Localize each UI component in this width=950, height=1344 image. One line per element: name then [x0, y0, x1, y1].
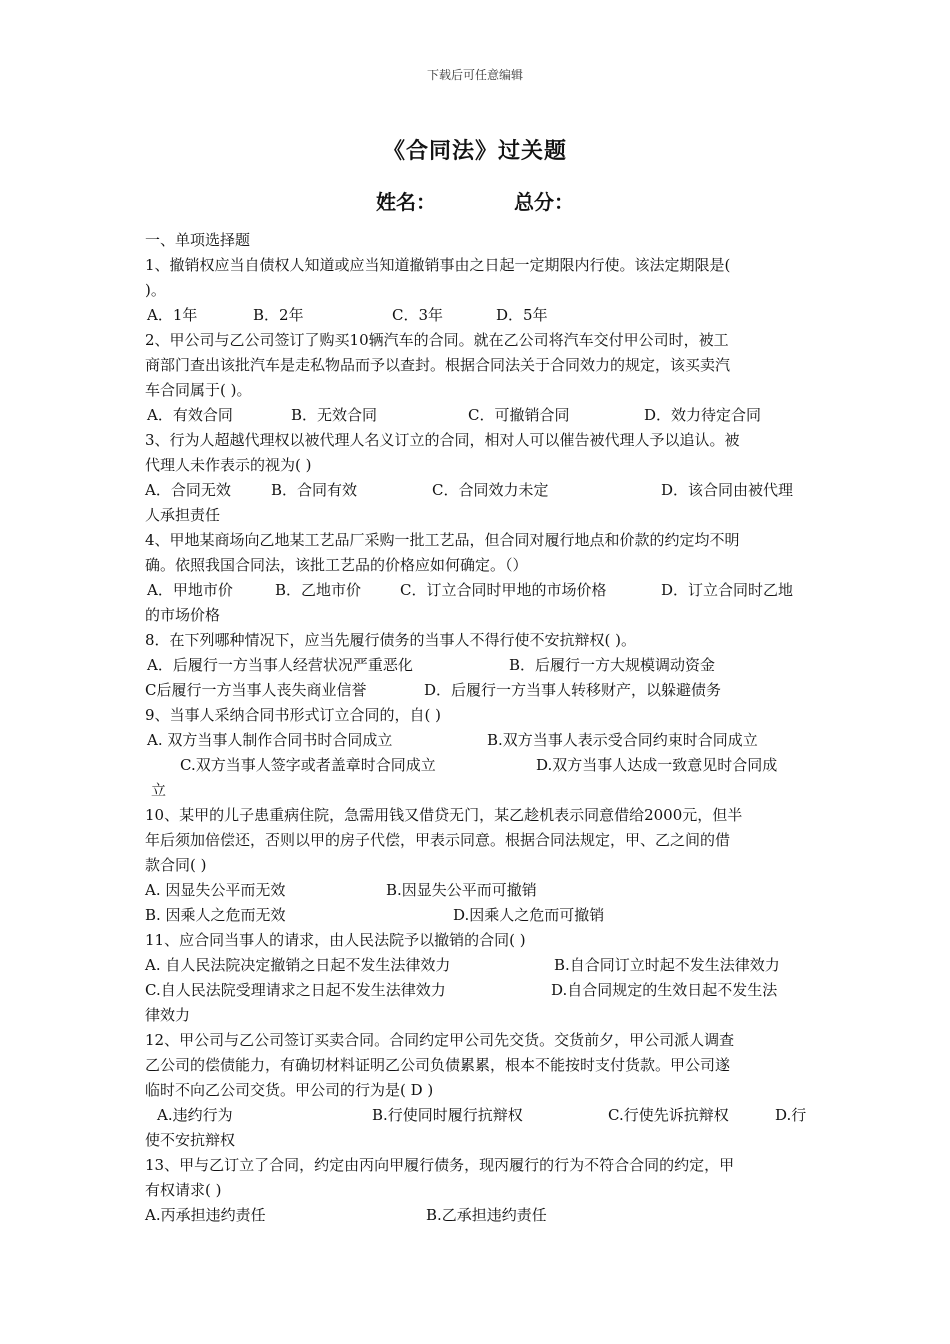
question-4-option-d-cont: 的市场价格 [145, 606, 221, 624]
question-4-text: 确。依照我国合同法，该批工艺品的价格应如何确定。（） [145, 556, 528, 574]
question-4-options [145, 578, 810, 603]
question-9-option-d-cont: 立 [151, 781, 167, 799]
option-a: A.丙承担违约责任 [145, 1206, 266, 1224]
option-d: D．该合同由被代理 [661, 481, 794, 499]
question-9-options-1 [145, 728, 810, 753]
option-a: A.违约行为 [157, 1106, 233, 1124]
option-d: D．后履行一方当事人转移财产，以躲避债务 [424, 681, 722, 699]
option-c: C后履行一方当事人丧失商业信誉 [145, 681, 367, 699]
question-3-option-d-cont: 人承担责任 [145, 506, 221, 524]
question-2-text: 商部门查出该批汽车是走私物品而予以查封。根据合同法关于合同效力的规定，该买卖汽 [145, 356, 731, 374]
question-1-options [145, 303, 810, 328]
option-d: D．5年 [496, 306, 548, 324]
question-3-text: 3、行为人超越代理权以被代理人名义订立的合同，相对人可以催告被代理人予以追认。被 [145, 431, 740, 449]
option-b: B．合同有效 [271, 481, 358, 499]
question-4-text: 4、甲地某商场向乙地某工艺品厂采购一批工艺品，但合同对履行地点和价款的约定均不明 [145, 531, 740, 549]
question-8-options-1 [145, 653, 810, 678]
score-label: 总分： [514, 190, 574, 214]
name-label: 姓名： [376, 190, 436, 214]
option-a: A. 自人民法院决定撤销之日起不发生法律效力 [145, 956, 451, 974]
option-b: B．2年 [253, 306, 304, 324]
question-12-option-d-cont: 使不安抗辩权 [145, 1131, 236, 1149]
document-title: 《合同法》过关题 [382, 138, 567, 164]
option-d: D．效力待定合同 [644, 406, 762, 424]
name-score-row [0, 186, 950, 215]
question-11-options-2 [145, 978, 810, 1003]
question-1-text: 1、撤销权应当自债权人知道或应当知道撤销事由之日起一定期限内行使。该法定期限是( [145, 256, 731, 274]
question-13-text: 13、甲与乙订立了合同，约定由丙向甲履行债务，现丙履行的行为不符合合同的约定，甲 [145, 1156, 735, 1174]
option-a: A．合同无效 [145, 481, 231, 499]
section-heading: 一、单项选择题 [145, 231, 251, 249]
question-8-text: 8．在下列哪种情况下，应当先履行债务的当事人不得行使不安抗辩权( )。 [145, 631, 637, 649]
option-b: B．无效合同 [291, 406, 378, 424]
question-13-text: 有权请求( ) [145, 1181, 222, 1199]
option-a: A. 因显失公平而无效 [145, 881, 286, 899]
option-d: D．订立合同时乙地 [661, 581, 794, 599]
question-12-options [145, 1103, 810, 1128]
option-b: B.自合同订立时起不发生法律效力 [554, 956, 780, 974]
option-c: B. 因乘人之危而无效 [145, 906, 286, 924]
question-12-text: 乙公司的偿债能力，有确切材料证明乙公司负债累累，根本不能按时支付货款。甲公司遂 [145, 1056, 731, 1074]
option-b: B.行使同时履行抗辩权 [372, 1106, 523, 1124]
question-10-text: 年后须加倍偿还，否则以甲的房子代偿，甲表示同意。根据合同法规定，甲、乙之间的借 [145, 831, 731, 849]
question-12-text: 临时不向乙公司交货。甲公司的行为是( D ) [145, 1081, 434, 1099]
option-c: C.自人民法院受理请求之日起不发生法律效力 [145, 981, 446, 999]
option-c: C.双方当事人签字或者盖章时合同成立 [180, 756, 436, 774]
option-b: B.双方当事人表示受合同约束时合同成立 [487, 731, 758, 749]
question-2-text: 2、甲公司与乙公司签订了购买10辆汽车的合同。就在乙公司将汽车交付甲公司时，被工 [145, 331, 729, 349]
question-3-text: 代理人未作表示的视为( ) [145, 456, 312, 474]
option-c: C．合同效力未定 [432, 481, 549, 499]
question-9-text: 9、当事人采纳合同书形式订立合同的，自( ) [145, 706, 442, 724]
option-c: C.行使先诉抗辩权 [608, 1106, 729, 1124]
option-b: B.因显失公平而可撤销 [386, 881, 537, 899]
option-d: D.双方当事人达成一致意见时合同成 [536, 756, 778, 774]
question-11-option-d-cont: 律效力 [145, 1006, 191, 1024]
question-10-options-2 [145, 903, 810, 928]
option-a: A．有效合同 [147, 406, 233, 424]
question-10-text: 款合同( ) [145, 856, 207, 874]
question-1-text: )。 [145, 281, 166, 299]
question-12-text: 12、甲公司与乙公司签订买卖合同。合同约定甲公司先交货。交货前夕，甲公司派人调查 [145, 1031, 735, 1049]
option-a: A．后履行一方当事人经营状况严重恶化 [147, 656, 413, 674]
question-2-text: 车合同属于( )。 [145, 381, 252, 399]
option-b: B.乙承担违约责任 [426, 1206, 547, 1224]
option-d: D.自合同规定的生效日起不发生法 [551, 981, 778, 999]
question-11-options-1 [145, 953, 810, 978]
question-10-text: 10、某甲的儿子患重病住院，急需用钱又借贷无门，某乙趁机表示同意借给2000元，但半 [145, 806, 743, 824]
question-13-options [145, 1203, 810, 1228]
option-a: A．甲地市价 [147, 581, 233, 599]
option-c: C．订立合同时甲地的市场价格 [400, 581, 607, 599]
question-8-options-2 [145, 678, 810, 703]
option-c: C．可撤销合同 [468, 406, 570, 424]
option-d: D.因乘人之危而可撤销 [453, 906, 605, 924]
question-2-options [145, 403, 810, 428]
option-a: A. 双方当事人制作合同书时合同成立 [147, 731, 393, 749]
option-b: B．后履行一方大规模调动资金 [509, 656, 716, 674]
option-d: D.行 [775, 1106, 807, 1124]
question-11-text: 11、应合同当事人的请求，由人民法院予以撤销的合同( ) [145, 931, 526, 949]
question-9-options-2 [145, 753, 810, 778]
option-a: A．1年 [147, 306, 198, 324]
question-10-options-1 [145, 878, 810, 903]
option-b: B．乙地市价 [275, 581, 362, 599]
question-list [145, 228, 810, 1228]
header-note: 下载后可任意编辑 [426, 68, 523, 82]
question-3-options [145, 478, 810, 503]
option-c: C．3年 [392, 306, 444, 324]
